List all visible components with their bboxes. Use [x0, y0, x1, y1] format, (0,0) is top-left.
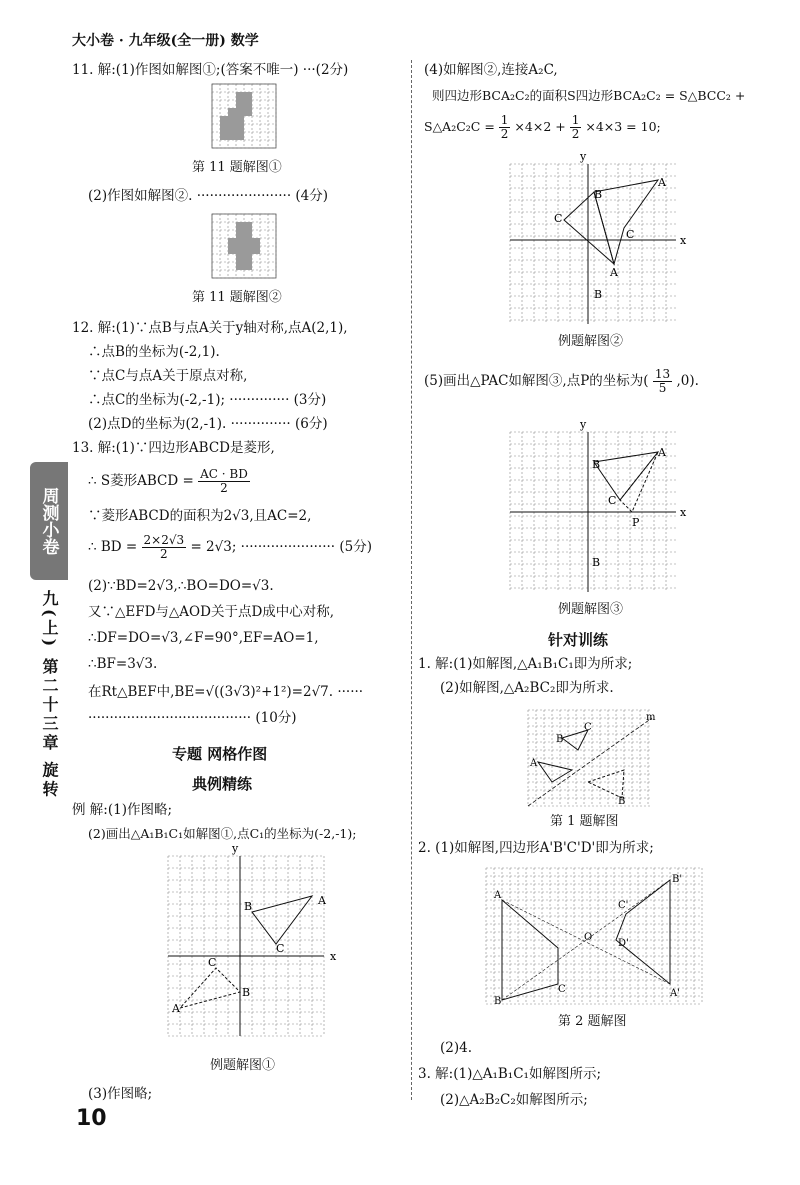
r3-frac2 [570, 114, 582, 141]
t3-line2: (2)△A₂B₂C₂如解图所示; [440, 1092, 588, 1108]
point-b-low: B [592, 556, 601, 569]
t1-figure [528, 710, 656, 807]
point-c: C [276, 942, 285, 955]
point-b: B [594, 188, 603, 201]
example-figure2 [510, 150, 687, 324]
q11-line2: (2)作图如解图②. ······················ (4分) [88, 188, 329, 204]
topic-title: 专题 网格作图 [172, 745, 268, 763]
q12-line3: ∵点C与点A关于原点对称, [88, 368, 248, 384]
frac-num: 1 [571, 113, 580, 127]
q12-line1: 12. 解:(1)∵点B与点A关于y轴对称,点A(2,1), [72, 320, 348, 336]
frac-num: 13 [654, 367, 671, 381]
x-axis-label: x [680, 234, 687, 247]
point-b: B [592, 458, 601, 471]
example-line3: (3)作图略; [88, 1086, 153, 1102]
q13-line4 [88, 534, 372, 561]
r3-frac1 [499, 114, 511, 141]
chapter-label: 九(上) 第二十三章 旋转 [40, 590, 59, 800]
t2-line2: (2)4. [440, 1040, 473, 1056]
q13-bd-result: = 2√3; ······················ (5分) [190, 539, 372, 556]
t2-caption: 第 2 题解图 [558, 1014, 627, 1029]
q13-line9: 在Rt△BEF中,BE=√((3√3)²+1²)=2√7. ······ [88, 684, 364, 700]
r4-text: (5)画出△PAC如解图③,点P的坐标为( [424, 373, 649, 390]
example-figure3 [510, 418, 687, 592]
point-c1: C [208, 956, 217, 969]
q11-caption2: 第 11 题解图② [192, 290, 282, 305]
section-title-2: 针对训练 [548, 631, 609, 649]
t1-caption: 第 1 题解图 [550, 814, 619, 829]
section-title: 典例精练 [192, 775, 253, 793]
q13-line8: ∴BF=3√3. [88, 656, 158, 672]
point-b1: B [242, 986, 251, 999]
point-c: C [558, 984, 566, 995]
point-c2: C [554, 212, 563, 225]
q11-figure2 [212, 214, 276, 278]
column-divider [411, 60, 412, 1100]
t2-figure [486, 868, 702, 1007]
r-line2: 则四边形BCA₂C₂的面积S四边形BCA₂C₂ = S△BCC₂ + [432, 88, 746, 103]
t3-line1: 3. 解:(1)△A₁B₁C₁如解图所示; [418, 1066, 602, 1082]
example-figure1 [168, 842, 337, 1036]
frac-den: 2 [571, 127, 580, 142]
point-c-prime: C' [618, 900, 629, 911]
frac-den: 5 [658, 381, 667, 396]
point-p: P [632, 516, 640, 529]
q13-line2 [88, 468, 250, 495]
example-caption1: 例题解图① [210, 1058, 276, 1073]
q13-line7: ∴DF=DO=√3,∠F=90°,EF=AO=1, [88, 630, 319, 646]
point-b-prime: B' [672, 874, 683, 885]
example-line1: 例 解:(1)作图略; [72, 802, 173, 818]
frac-den: 2 [500, 127, 509, 142]
point-a2: A [610, 266, 618, 279]
t1-line2: (2)如解图,△A₂BC₂即为所求. [440, 680, 614, 696]
point-c: C [626, 228, 635, 241]
label-m: m [646, 712, 656, 723]
point-a2: A [530, 758, 538, 769]
point-c: C [608, 494, 617, 507]
point-a: A [318, 894, 326, 907]
y-axis-label: y [232, 842, 239, 855]
x-axis-label: x [680, 506, 687, 519]
q11-caption1: 第 11 题解图① [192, 160, 282, 175]
q13-line10: ······································ (10分) [88, 710, 297, 726]
q13-area-label: ∴ S菱形ABCD = [88, 473, 194, 490]
point-b: B [556, 734, 564, 745]
q13-line6: 又∵△EFD与△AOD关于点D成中心对称, [88, 604, 335, 620]
r-line4 [424, 368, 699, 395]
q13-line1: 13. 解:(1)∵四边形ABCD是菱形, [72, 440, 275, 456]
y-axis-label: y [580, 150, 587, 163]
q12-line2: ∴点B的坐标为(-2,1). [88, 344, 220, 360]
point-a: A [494, 890, 502, 901]
section-tab: 周测小卷 [30, 462, 68, 580]
point-a: A [658, 176, 666, 189]
r4-fraction [653, 368, 672, 395]
point-o: O [584, 932, 593, 943]
example-line2: (2)画出△A₁B₁C₁如解图①,点C₁的坐标为(-2,-1); [88, 826, 357, 841]
r-line3 [424, 114, 661, 141]
r3-label: S△A₂C₂C = [424, 119, 495, 135]
q11-figure1 [212, 84, 276, 148]
frac-num: AC · BD [200, 467, 248, 481]
q13-bd-fraction [142, 534, 187, 561]
point-b: B [244, 900, 253, 913]
q11-line1: 11. 解:(1)作图如解图①;(答案不唯一) ···(2分) [72, 62, 349, 78]
point-a1: A [172, 1002, 180, 1015]
q13-bd-label: ∴ BD = [88, 539, 138, 556]
page-header: 大小卷 · 九年级(全一册) 数学 [72, 33, 259, 49]
t2-line1: 2. (1)如解图,四边形A'B'C'D'即为所求; [418, 840, 654, 856]
frac-num: 1 [500, 113, 509, 127]
t1-line1: 1. 解:(1)如解图,△A₁B₁C₁即为所求; [418, 656, 633, 672]
example-caption3: 例题解图③ [558, 602, 624, 617]
point-d-prime: D' [618, 938, 629, 949]
r3-end: ×4×3 = 10; [585, 119, 661, 135]
y-axis-label: y [580, 418, 587, 431]
page-number: 10 [76, 1106, 107, 1131]
q13-area-fraction [198, 468, 250, 495]
r4-end: ,0). [676, 373, 699, 390]
frac-den: 2 [160, 547, 168, 562]
q13-line5: (2)∵BD=2√3,∴BO=DO=√3. [88, 578, 274, 594]
r-line1: (4)如解图②,连接A₂C, [424, 62, 558, 78]
point-b: B [494, 996, 502, 1007]
point-b1: B [618, 796, 626, 807]
q12-line5: (2)点D的坐标为(2,-1). ·············· (6分) [88, 416, 328, 432]
q12-line4: ∴点C的坐标为(-2,-1); ·············· (3分) [88, 392, 327, 408]
example-caption2: 例题解图② [558, 334, 624, 349]
q13-line3: ∵菱形ABCD的面积为2√3,且AC=2, [88, 508, 312, 524]
frac-den: 2 [220, 481, 228, 496]
point-a: A [658, 446, 666, 459]
point-b-low: B [594, 288, 603, 301]
frac-num: 2×2√3 [143, 533, 185, 547]
r3-mid: ×4×2 + [514, 119, 566, 135]
point-c: C [584, 722, 592, 733]
point-a-prime: A' [670, 988, 680, 999]
x-axis-label: x [330, 950, 337, 963]
